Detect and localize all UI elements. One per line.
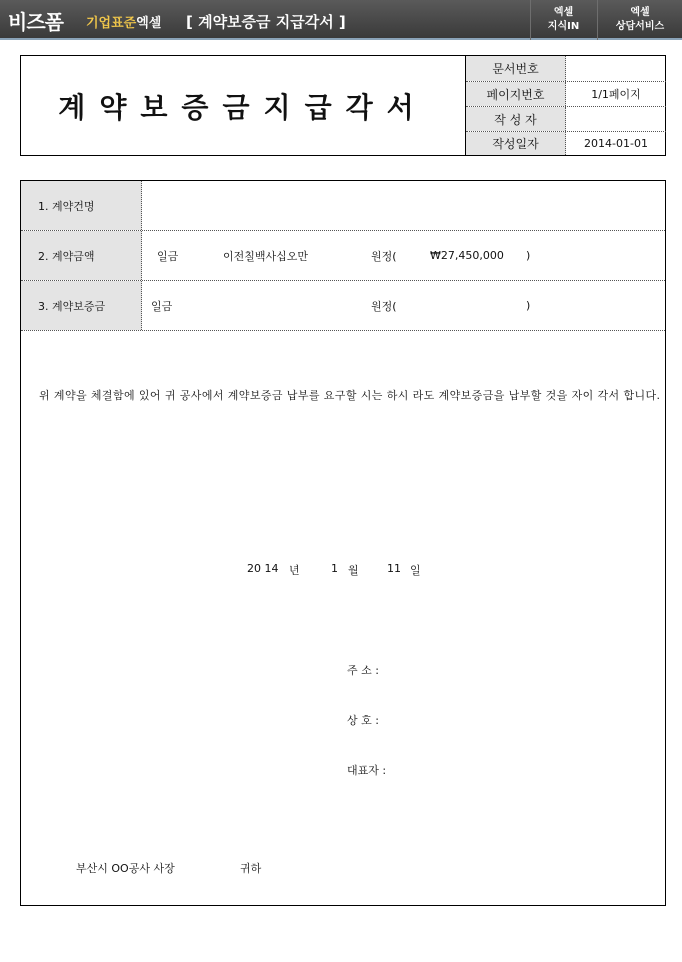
meta-row-date <box>466 131 666 155</box>
recipient-name: 부산시 OO공사 사장 <box>76 862 175 875</box>
brand-part2: 엑셀 <box>136 16 162 31</box>
meta-value[interactable]: 1/1페이지 <box>591 88 641 101</box>
meta-label: 페이지번호 <box>466 82 566 106</box>
field-label: 3. 계약보증금 <box>21 281 142 330</box>
row-contract-name <box>21 181 665 231</box>
address-label: 주 소 : <box>347 664 379 677</box>
document-title: 계약보증금지급각서 <box>58 90 428 124</box>
meta-value[interactable]: 2014-01-01 <box>584 137 648 150</box>
logo[interactable]: 비즈폼 <box>8 10 63 34</box>
meta-label: 문서번호 <box>466 56 566 81</box>
date-month-unit: 월 <box>348 564 359 577</box>
meta-row-doc-number <box>466 56 666 81</box>
date-year[interactable]: 20 14 <box>247 562 279 575</box>
recipient-honorific: 귀하 <box>240 862 262 875</box>
meta-row-page-number <box>466 81 666 106</box>
statement-text: 위 계약을 체결함에 있어 귀 공사에서 계약보증금 납부를 요구할 시는 하시 라도 계약보증금을 납부할 것을 자이 각서 합니다. <box>39 389 661 402</box>
doc-title-top: [ 계약보증금 지급각서 ] <box>186 13 346 31</box>
brand-part1: 기업표준 <box>86 16 137 31</box>
field-label: 2. 계약금액 <box>21 231 142 280</box>
field-label: 1. 계약건명 <box>21 181 142 230</box>
date-day[interactable]: 11 <box>387 562 401 575</box>
row-contract-amount <box>21 231 665 281</box>
date-year-unit: 년 <box>289 564 300 577</box>
date-month[interactable]: 1 <box>331 562 338 575</box>
brand-name <box>86 12 161 31</box>
amount-in-words[interactable]: 이전칠백사십오만 <box>223 249 309 263</box>
meta-row-author <box>466 106 666 131</box>
representative-label: 대표자 : <box>347 764 387 777</box>
amount-prefix: 일금 <box>157 249 179 263</box>
meta-value[interactable] <box>566 107 666 131</box>
deposit-prefix: 일금 <box>151 299 173 313</box>
amount-number[interactable]: ₩27,450,000 <box>430 249 504 262</box>
amount-won-label: 원정( <box>371 249 397 263</box>
contract-name-value[interactable] <box>151 181 651 230</box>
button-label-line2: 상담서비스 <box>615 21 665 32</box>
deposit-close-paren: ) <box>526 299 531 312</box>
date-day-unit: 일 <box>410 564 421 577</box>
document-body <box>20 180 666 906</box>
meta-label: 작성일자 <box>466 132 566 155</box>
excel-consult-button[interactable] <box>597 0 682 40</box>
button-label-line1: 엑셀 <box>553 7 574 18</box>
top-bar <box>0 0 682 40</box>
button-label-line2: 지식IN <box>547 21 580 32</box>
button-label-line1: 엑셀 <box>630 7 650 18</box>
meta-value[interactable] <box>566 56 666 81</box>
document-header <box>20 55 666 156</box>
deposit-won-label: 원정( <box>371 299 397 313</box>
meta-label: 작 성 자 <box>466 107 566 131</box>
document-meta-table <box>465 56 665 155</box>
row-deposit <box>21 281 665 331</box>
excel-knowledge-button[interactable] <box>530 0 596 40</box>
company-label: 상 호 : <box>347 714 379 727</box>
amount-close-paren: ) <box>526 249 531 262</box>
